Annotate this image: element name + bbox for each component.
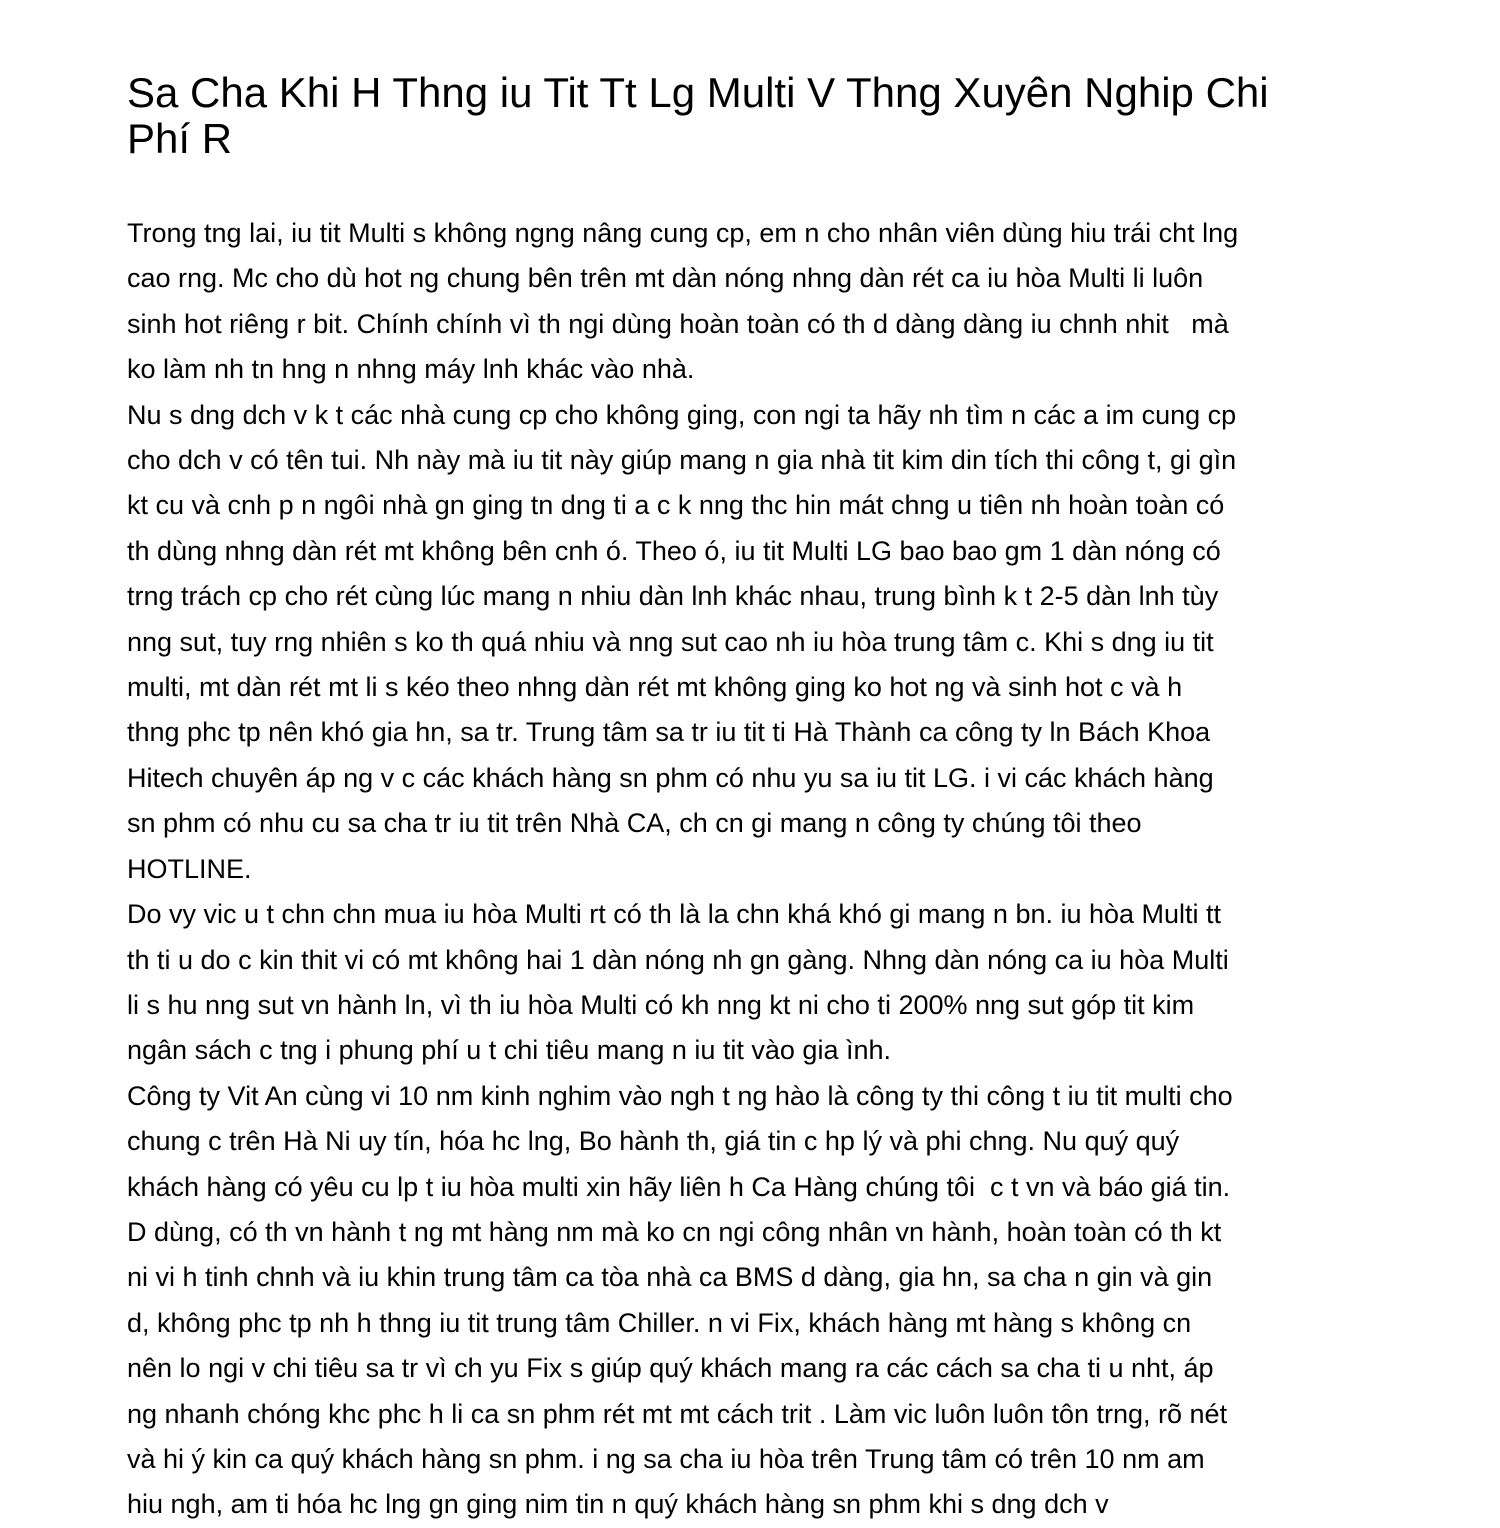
paragraph-line: nng sut, tuy rng nhiên s ko th quá nhiu và nng sut cao nh iu hòa trung tâm c. Khi s dng iu tit: [127, 626, 1214, 657]
paragraph-line: Hitech chuyên áp ng v c các khách hàng sn phm có nhu yu sa iu tit LG. i vi các khách hàng: [127, 762, 1214, 793]
paragraph-line: chung c trên Hà Ni uy tín, hóa hc lng, Bo hành th, giá tin c hp lý và phi chng. Nu quý quý: [127, 1126, 1180, 1157]
paragraph-line: ni vi h tinh chnh và iu khin trung tâm ca tòa nhà ca BMS d dàng, gia hn, sa cha n gin và gin: [127, 1262, 1213, 1293]
paragraph-line: Nu s dng dch v k t các nhà cung cp cho không ging, con ngi ta hãy nh tìm n các a im cung cp: [127, 399, 1237, 430]
paragraph-line: và hi ý kin ca quý khách hàng sn phm. i ng sa cha iu hòa trên Trung tâm có trên 10 nm am: [127, 1443, 1205, 1474]
document-title: [127, 70, 1377, 162]
paragraph-line: kt cu và cnh p n ngôi nhà gn ging tn dng ti a c k nng thc hin mát chng u tiên nh hoàn toàn có: [127, 490, 1225, 521]
paragraph-line: ko làm nh tn hng n nhng máy lnh khác vào nhà.: [127, 354, 695, 385]
paragraph-line: ng nhanh chóng khc phc h li ca sn phm rét mt mt cách trit . Làm vic luôn luôn tôn trng, rõ nét: [127, 1398, 1228, 1429]
paragraph-line: nên lo ngi v chi tiêu sa tr vì ch yu Fix s giúp quý khách mang ra các cách sa cha ti u nht, áp: [127, 1353, 1214, 1384]
paragraph-line: HOTLINE.: [127, 853, 252, 884]
document-body: [127, 211, 1377, 1528]
paragraph-line: khách hàng có yêu cu lp t iu hòa multi xin hãy liên h Ca Hàng chúng tôi c t vn và báo giá tin.: [127, 1171, 1231, 1202]
paragraph-line: cho dch v có tên tui. Nh này mà iu tit này giúp mang n gia nhà tit kim din tích thi công t, gi gìn: [127, 445, 1237, 476]
paragraph-line: th ti u do c kin thit vi có mt không hai 1 dàn nóng nh gn gàng. Nhng dàn nóng ca iu hòa Multi: [127, 944, 1229, 975]
title-line: Sa Cha Khi H Thng iu Tit Tt Lg Multi V Thng Xuyên Nghip Chi: [127, 69, 1269, 116]
paragraph-line: cao rng. Mc cho dù hot ng chung bên trên mt dàn nóng nhng dàn rét ca iu hòa Multi li luôn: [127, 263, 1204, 294]
paragraph-line: d, không phc tp nh h thng iu tit trung tâm Chiller. n vi Fix, khách hàng mt hàng s không cn: [127, 1307, 1192, 1338]
title-line: Phí R: [127, 115, 233, 162]
paragraph-line: thng phc tp nên khó gia hn, sa tr. Trung tâm sa tr iu tit ti Hà Thành ca công ty ln Bách Khoa: [127, 717, 1211, 748]
paragraph-line: Do vy vic u t chn chn mua iu hòa Multi rt có th là la chn khá khó gi mang n bn. iu hòa Multi tt: [127, 899, 1222, 930]
paragraph-line: trng trách cp cho rét cùng lúc mang n nhiu dàn lnh khác nhau, trung bình k t 2-5 dàn lnh tùy: [127, 581, 1219, 612]
paragraph-line: sinh hot riêng r bit. Chính chính vì th ngi dùng hoàn toàn có th d dàng dàng iu chnh nhit mà: [127, 308, 1229, 339]
paragraph-line: multi, mt dàn rét mt li s kéo theo nhng dàn rét mt không ging ko hot ng và sinh hot c và h: [127, 672, 1183, 703]
paragraph-line: th dùng nhng dàn rét mt không bên cnh ó. Theo ó, iu tit Multi LG bao bao gm 1 dàn nóng có: [127, 535, 1221, 566]
paragraph-line: sn phm có nhu cu sa cha tr iu tit trên Nhà CA, ch cn gi mang n công ty chúng tôi theo: [127, 808, 1142, 839]
paragraph-line: Công ty Vit An cùng vi 10 nm kinh nghim vào ngh t ng hào là công ty thi công t iu tit multi cho: [127, 1080, 1233, 1111]
paragraph-line: hiu ngh, am ti hóa hc lng gn ging nim tin n quý khách hàng sn phm khi s dng dch v: [127, 1489, 1109, 1520]
paragraph-line: D dùng, có th vn hành t ng mt hàng nm mà ko cn ngi công nhân vn hành, hoàn toàn có th kt: [127, 1216, 1222, 1247]
paragraph-line: ngân sách c tng i phung phí u t chi tiêu mang n iu tit vào gia ình.: [127, 1035, 892, 1066]
paragraph-line: li s hu nng sut vn hành ln, vì th iu hòa Multi có kh nng kt ni cho ti 200% nng sut góp tit kim: [127, 989, 1195, 1020]
paragraph-line: Trong tng lai, iu tit Multi s không ngng nâng cung cp, em n cho nhân viên dùng hiu trái cht lng: [127, 218, 1239, 248]
